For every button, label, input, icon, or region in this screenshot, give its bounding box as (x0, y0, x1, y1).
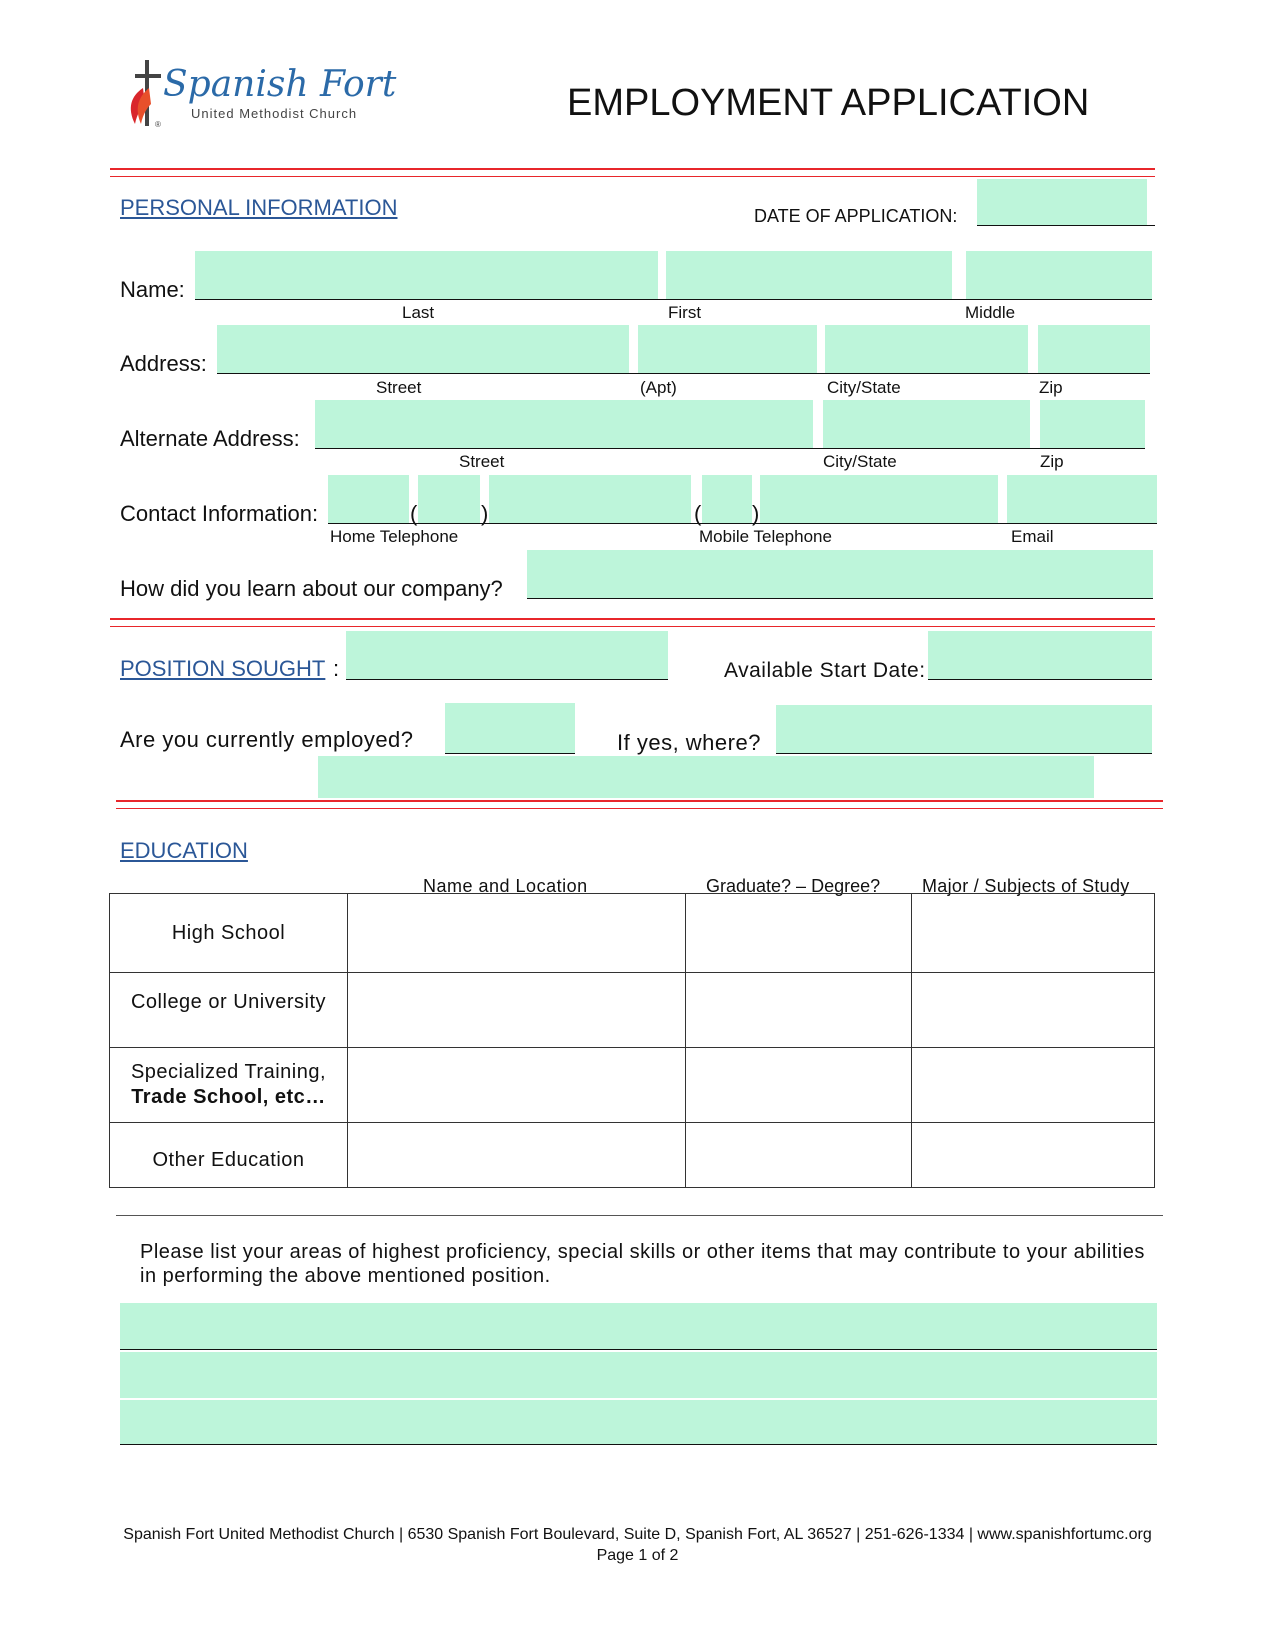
mobile-number-field[interactable] (760, 475, 998, 523)
divider-rule (110, 626, 1155, 627)
position-colon: : (333, 656, 340, 681)
divider-rule (110, 168, 1155, 170)
field-underline (120, 1444, 1157, 1445)
field-underline (195, 299, 1152, 300)
divider-rule (116, 808, 1163, 809)
city-state-sublabel: City/State (827, 378, 901, 397)
education-row-label: College or University (110, 973, 348, 1048)
education-table (109, 893, 1155, 1188)
home-country-code-field[interactable] (328, 475, 409, 523)
logo-subtitle: United Methodist Church (191, 106, 358, 121)
paren-open: ( (410, 501, 418, 526)
name-label: Name: (120, 277, 185, 302)
field-underline (527, 598, 1153, 599)
alt-street-sublabel: Street (459, 452, 505, 471)
address-label: Address: (120, 351, 207, 376)
education-row-label: Specialized Training, Trade School, etc… (110, 1048, 348, 1123)
zip-field[interactable] (1038, 325, 1150, 373)
divider-rule (110, 176, 1155, 177)
college-degree-field[interactable] (686, 973, 912, 1048)
first-sublabel: First (668, 303, 702, 322)
alt-city-state-sublabel: City/State (823, 452, 897, 471)
date-of-application-field[interactable] (977, 179, 1147, 225)
divider-rule (110, 618, 1155, 620)
contact-information-label: Contact Information: (120, 501, 319, 526)
email-field[interactable] (1007, 475, 1157, 523)
table-row (110, 1123, 1155, 1188)
apt-sublabel: (Apt) (640, 378, 677, 397)
college-name-field[interactable] (348, 973, 686, 1048)
paren-open: ( (694, 501, 702, 526)
field-underline (217, 373, 1150, 374)
available-start-date-field[interactable] (928, 631, 1152, 679)
table-row (110, 894, 1155, 973)
learn-about-label: How did you learn about our company? (120, 576, 503, 601)
skills-prompt: Please list your areas of highest proficiency, special skills or other items that may contribute to your abilities in performing the above mentioned position. (140, 1241, 1145, 1287)
alt-zip-sublabel: Zip (1040, 452, 1064, 471)
paren-close: ) (481, 501, 489, 526)
skills-line-3-field[interactable] (120, 1400, 1157, 1444)
currently-employed-field[interactable] (445, 703, 575, 753)
mobile-telephone-sublabel: Mobile Telephone (699, 527, 832, 546)
training-degree-field[interactable] (686, 1048, 912, 1123)
email-sublabel: Email (1011, 527, 1054, 546)
paren-close: ) (752, 501, 760, 526)
learn-about-field[interactable] (527, 550, 1153, 598)
field-underline (928, 679, 1152, 680)
employer-where-continued-field[interactable] (318, 756, 1094, 798)
training-name-field[interactable] (348, 1048, 686, 1123)
employer-where-field[interactable] (776, 705, 1152, 753)
street-sublabel: Street (376, 378, 422, 397)
table-row (110, 973, 1155, 1048)
footer-page-number: Page 1 of 2 (596, 1547, 679, 1564)
high-school-degree-field[interactable] (686, 894, 912, 973)
if-yes-where-label: If yes, where? (617, 730, 761, 755)
alt-city-state-field[interactable] (823, 400, 1030, 448)
table-row (110, 1048, 1155, 1123)
first-name-field[interactable] (666, 251, 952, 299)
alt-zip-field[interactable] (1040, 400, 1145, 448)
other-education-name-field[interactable] (348, 1123, 686, 1188)
personal-information-heading: PERSONAL INFORMATION (120, 195, 398, 220)
church-logo (125, 58, 397, 133)
apt-field[interactable] (638, 325, 817, 373)
education-row-label: High School (110, 894, 348, 973)
skills-line-1-field[interactable] (120, 1303, 1157, 1349)
footer-address: Spanish Fort United Methodist Church | 6530 Spanish Fort Boulevard, Suite D, Spanish Fort, AL 36527 | 251-626-1334 | www.spanishfortumc.org (123, 1526, 1152, 1543)
divider-rule (116, 800, 1163, 802)
street-field[interactable] (217, 325, 629, 373)
date-of-application-label: DATE OF APPLICATION: (754, 206, 958, 226)
home-number-field[interactable] (489, 475, 691, 523)
other-education-degree-field[interactable] (686, 1123, 912, 1188)
last-sublabel: Last (402, 303, 435, 322)
field-underline (315, 448, 1145, 449)
high-school-major-field[interactable] (912, 894, 1155, 973)
field-underline (120, 1349, 1157, 1350)
logo-registered-mark: ® (155, 120, 161, 129)
city-state-field[interactable] (825, 325, 1028, 373)
currently-employed-label: Are you currently employed? (120, 727, 414, 752)
education-heading: EDUCATION (120, 838, 248, 863)
college-major-field[interactable] (912, 973, 1155, 1048)
last-name-field[interactable] (195, 251, 658, 299)
field-underline (977, 225, 1155, 226)
middle-name-field[interactable] (966, 251, 1152, 299)
alt-street-field[interactable] (315, 400, 813, 448)
mobile-area-code-field[interactable] (702, 475, 752, 523)
logo-name: Spanish Fort (163, 64, 397, 105)
page-title: EMPLOYMENT APPLICATION (567, 82, 1090, 124)
field-underline (445, 753, 575, 754)
name-location-column-header: Name and Location (423, 876, 588, 896)
position-sought-field[interactable] (346, 631, 668, 679)
field-underline (328, 523, 1157, 524)
divider-rule (116, 1215, 1163, 1216)
position-sought-heading: POSITION SOUGHT (120, 656, 326, 681)
major-column-header: Major / Subjects of Study (922, 876, 1130, 896)
available-start-date-label: Available Start Date: (724, 659, 926, 682)
alternate-address-label: Alternate Address: (120, 426, 300, 451)
training-major-field[interactable] (912, 1048, 1155, 1123)
field-underline (346, 679, 668, 680)
home-area-code-field[interactable] (418, 475, 480, 523)
graduate-degree-column-header: Graduate? – Degree? (706, 876, 881, 896)
skills-line-2-field[interactable] (120, 1352, 1157, 1398)
home-telephone-sublabel: Home Telephone (330, 527, 459, 546)
high-school-name-field[interactable] (348, 894, 686, 973)
field-underline (776, 753, 1152, 754)
middle-sublabel: Middle (965, 303, 1016, 322)
other-education-major-field[interactable] (912, 1123, 1155, 1188)
education-row-label: Other Education (110, 1123, 348, 1188)
zip-sublabel: Zip (1039, 378, 1063, 397)
